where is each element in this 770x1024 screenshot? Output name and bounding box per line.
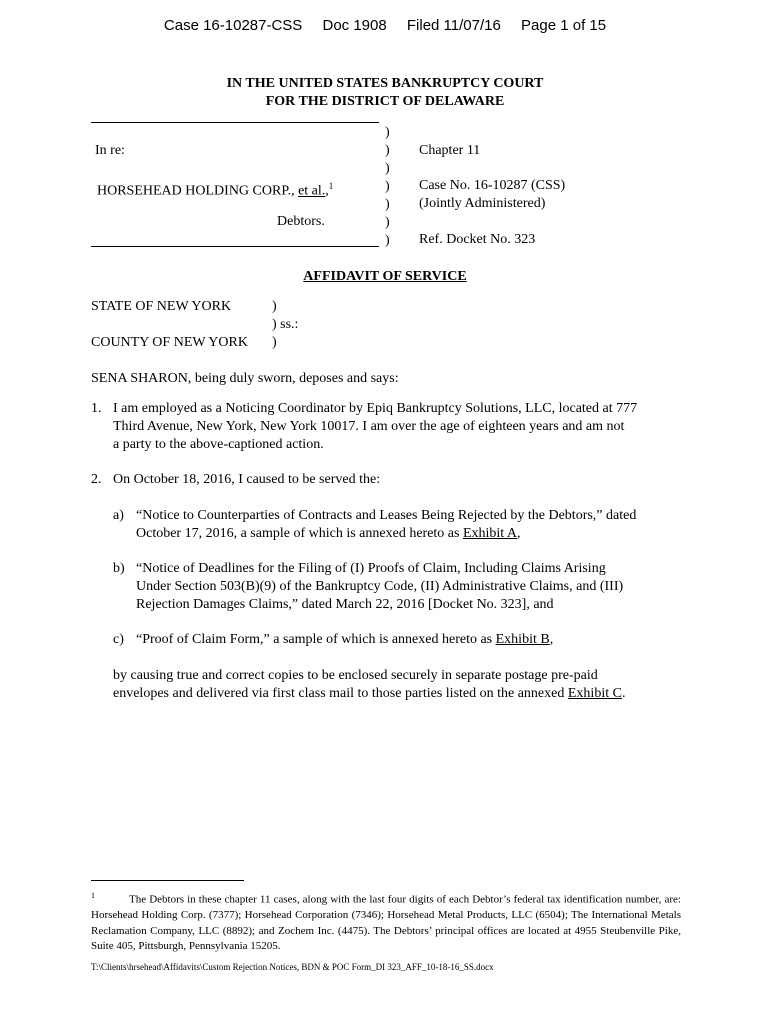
- debtors-label: Debtors.: [277, 214, 325, 229]
- footnote-rule: [91, 880, 244, 881]
- case-number-stamp: Case 16-10287-CSS: [163, 17, 303, 34]
- item-a-label: a): [113, 508, 124, 523]
- debtor-name: HORSEHEAD HOLDING CORP., et al.,$^1$: [97, 181, 334, 199]
- case-no-label: Case No. 16-10287 (CSS): [419, 178, 566, 193]
- caption-top-rule: [91, 122, 379, 123]
- venue-county: COUNTY OF NEW YORK: [91, 335, 248, 350]
- footnote-ref: 1: [328, 181, 334, 191]
- item-b-label: b): [113, 561, 125, 576]
- court-name: IN THE UNITED STATES BANKRUPTCY COURT: [226, 76, 544, 91]
- doc-number-stamp: Doc 1908: [322, 17, 387, 34]
- para2-number: 2.: [91, 472, 102, 487]
- court-district: FOR THE DISTRICT OF DELAWARE: [265, 94, 505, 109]
- footnote-mark: 1: [91, 891, 95, 900]
- file-path: T:\Clients\hrsehead\Affidavits\Custom Rejection Notices, BDN & POC Form_DI 323_AFF_10-18-16_SS.docx: [91, 962, 494, 972]
- footnote-text: The Debtors in these chapter 11 cases, along with the last four digits of each Debtor’s federal tax identification number, are: Horsehead Holding Corp. (7377); Horsehead Corporation (7346); Horsehead Metal Products, LLC (6504); The International Metals Reclamation Company, LLC (8892); and Zochem Inc. (4475). The Debtors’ principal offices are located at 4955 Steubenville Pike, Suite 405, Pittsburgh, Pennsylvania 15205.: [91, 893, 681, 953]
- caption-bottom-rule: [91, 246, 379, 247]
- venue-state: STATE OF NEW YORK: [91, 299, 232, 314]
- exhibit-b-link: Exhibit B: [495, 632, 550, 647]
- page-count-stamp: Page 1 of 15: [521, 17, 607, 34]
- jointly-administered-label: (Jointly Administered): [419, 196, 546, 211]
- para2-text: On October 18, 2016, I caused to be served the:: [113, 472, 381, 487]
- exhibit-a-link: Exhibit A: [462, 526, 518, 541]
- item-c-text: “Proof of Claim Form,” a sample of which is annexed hereto as Exhibit B,: [136, 632, 554, 647]
- caption-parentheses: ) ) ) ) ) ) ): [385, 125, 390, 248]
- docket-ref-label: Ref. Docket No. 323: [419, 232, 536, 247]
- intro-statement: SENA SHARON, being duly sworn, deposes and says:: [91, 371, 399, 386]
- chapter-label: Chapter 11: [419, 143, 481, 158]
- para1-text: I am employed as a Noticing Coordinator by Epiq Bankruptcy Solutions, LLC, located at 777 Third Avenue, New York, New York 10017. I am over the age of eighteen years and am not a party to the above-captioned action.: [113, 401, 638, 452]
- closing-text: by causing true and correct copies to be enclosed securely in separate postage pre-paid envelopes and delivered via first class mail to those parties listed on the annexed Exhibit C.: [113, 668, 626, 701]
- venue-county-paren: ): [272, 335, 277, 350]
- item-c-label: c): [113, 632, 124, 647]
- item-b-text: “Notice of Deadlines for the Filing of (I) Proofs of Claim, Including Claims Arising Under Section 503(B)(9) of the Bankruptcy Code, (II) Administrative Claims, and (III) Rejection Damages Claims,” dated March 22, 2016 [Docket No. 323], and: [136, 561, 624, 612]
- filed-date-stamp: Filed 11/07/16: [406, 17, 501, 34]
- footnote: [91, 888, 681, 955]
- court-heading: [0, 75, 770, 111]
- venue-state-paren: ): [272, 299, 277, 314]
- para1-number: 1.: [91, 401, 102, 416]
- item-a-text: “Notice to Counterparties of Contracts and Leases Being Rejected by the Debtors,” dated October 17, 2016, a sample of which is annexed hereto as Exhibit A,: [136, 508, 637, 541]
- filing-header: [0, 17, 770, 34]
- document-title: AFFIDAVIT OF SERVICE: [303, 269, 467, 284]
- venue-ss: ) ss.:: [272, 317, 299, 332]
- exhibit-c-link: Exhibit C: [567, 686, 622, 701]
- in-re-label: In re:: [95, 143, 125, 158]
